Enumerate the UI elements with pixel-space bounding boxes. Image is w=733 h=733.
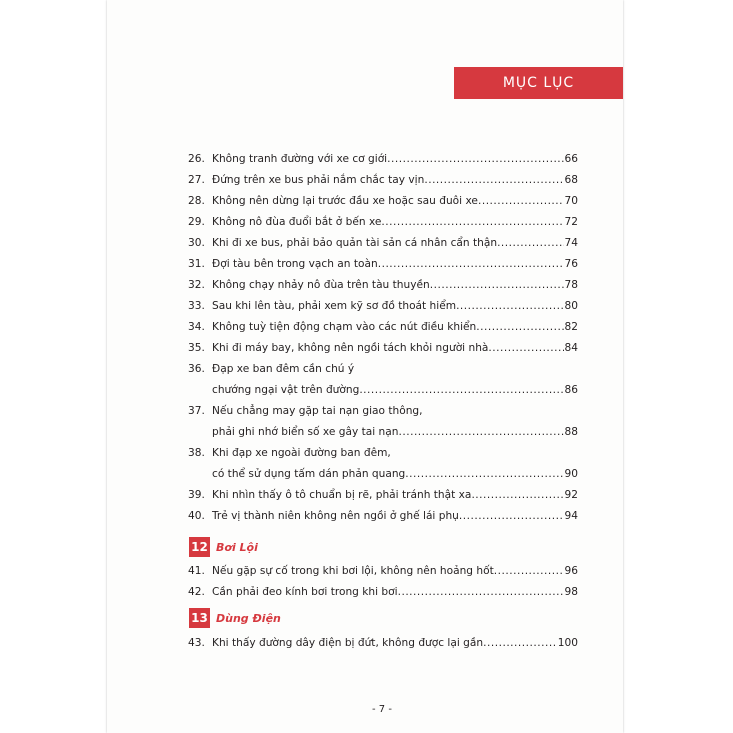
- dot-leader: [387, 150, 563, 168]
- entry-page: 96: [564, 565, 578, 577]
- section-number-badge: 13: [189, 608, 210, 628]
- entry-page: 66: [564, 153, 578, 165]
- section-heading-electricity: [189, 608, 281, 628]
- entry-title: Khi thấy đường dây điện bị đứt, không được lại gần: [212, 637, 484, 649]
- toc-entry[interactable]: [188, 297, 578, 315]
- dot-leader: [424, 171, 563, 189]
- toc-entry[interactable]: [188, 444, 578, 462]
- entry-title: Sau khi lên tàu, phải xem kỹ sơ đồ thoát hiểm: [212, 300, 457, 312]
- dot-leader: [497, 234, 563, 252]
- entry-title: Khi đi máy bay, không nên ngồi tách khỏi người nhà: [212, 342, 489, 354]
- entry-page: 68: [564, 174, 578, 186]
- entry-title: Không chạy nhảy nô đùa trên tàu thuyền: [212, 279, 430, 291]
- dot-leader: [494, 562, 564, 580]
- entry-page: 98: [564, 586, 578, 598]
- dot-leader: [430, 276, 564, 294]
- entry-page: 78: [564, 279, 578, 291]
- entry-page: 94: [564, 510, 578, 522]
- entry-title: Khi đạp xe ngoài đường ban đêm,: [212, 447, 391, 459]
- dot-leader: [459, 507, 564, 525]
- entry-number: 29.: [188, 216, 205, 228]
- toc-entry[interactable]: [188, 634, 578, 652]
- entry-title: Trẻ vị thành niên không nên ngồi ở ghế lái phụ: [212, 510, 459, 522]
- dot-leader: [378, 255, 564, 273]
- dot-leader: [398, 583, 564, 601]
- dot-leader: [471, 486, 563, 504]
- entry-title: phải ghi nhớ biển số xe gây tai nạn: [212, 426, 399, 438]
- toc-entry[interactable]: [188, 234, 578, 252]
- entry-title: có thể sử dụng tấm dán phản quang: [212, 468, 406, 480]
- entry-number: 42.: [188, 586, 205, 598]
- entry-title: Nếu gặp sự cố trong khi bơi lội, không nên hoảng hốt: [212, 565, 494, 577]
- dot-leader: [488, 339, 563, 357]
- entry-page: 82: [564, 321, 578, 333]
- entry-title: Đợi tàu bên trong vạch an toàn: [212, 258, 378, 270]
- dot-leader: [483, 634, 557, 652]
- dot-leader: [359, 381, 563, 399]
- dot-leader: [398, 423, 563, 441]
- entry-title: Đạp xe ban đêm cần chú ý: [212, 363, 355, 375]
- entry-page: 90: [564, 468, 578, 480]
- toc-entry[interactable]: [188, 171, 578, 189]
- toc-entry[interactable]: [188, 150, 578, 168]
- entry-number: 27.: [188, 174, 205, 186]
- dot-leader: [476, 318, 563, 336]
- toc-entry[interactable]: [188, 255, 578, 273]
- dot-leader: [456, 297, 563, 315]
- toc-entry[interactable]: [188, 402, 578, 420]
- toc-entry[interactable]: [188, 213, 578, 231]
- dot-leader: [405, 465, 563, 483]
- entry-page: 92: [564, 489, 578, 501]
- toc-entry[interactable]: [188, 360, 578, 378]
- entry-number: 39.: [188, 489, 205, 501]
- toc-entry[interactable]: [188, 583, 578, 601]
- entry-number: 37.: [188, 405, 205, 417]
- entry-page: 84: [564, 342, 578, 354]
- entry-number: 36.: [188, 363, 205, 375]
- entry-number: 28.: [188, 195, 205, 207]
- toc-entry-continuation[interactable]: [188, 423, 578, 441]
- entry-page: 74: [564, 237, 578, 249]
- entry-page: 88: [564, 426, 578, 438]
- entry-page: 70: [564, 195, 578, 207]
- entry-number: 41.: [188, 565, 205, 577]
- toc-entry[interactable]: [188, 507, 578, 525]
- entry-title: Nếu chẳng may gặp tai nạn giao thông,: [212, 405, 423, 417]
- page-title: MỤC LỤC: [502, 75, 575, 91]
- entry-title: chướng ngại vật trên đường: [212, 384, 360, 396]
- entry-page: 76: [564, 258, 578, 270]
- section-title: Dùng Điện: [216, 611, 281, 625]
- entry-number: 33.: [188, 300, 205, 312]
- entry-title: Không tuỳ tiện động chạm vào các nút điều khiển: [212, 321, 477, 333]
- entry-page: 72: [564, 216, 578, 228]
- entry-number: 30.: [188, 237, 205, 249]
- section-title: Bơi Lội: [216, 540, 258, 554]
- toc-entry-continuation[interactable]: [188, 465, 578, 483]
- toc-entry[interactable]: [188, 486, 578, 504]
- entry-title: Không tranh đường với xe cơ giới: [212, 153, 388, 165]
- entry-number: 38.: [188, 447, 205, 459]
- entry-number: 35.: [188, 342, 205, 354]
- entry-number: 40.: [188, 510, 205, 522]
- toc-entry[interactable]: [188, 562, 578, 580]
- dot-leader: [478, 192, 564, 210]
- entry-title: Cần phải đeo kính bơi trong khi bơi: [212, 586, 398, 598]
- toc-entry[interactable]: [188, 192, 578, 210]
- header-banner: [454, 67, 623, 99]
- entry-title: Khi đi xe bus, phải bảo quản tài sản cá nhân cẩn thận: [212, 237, 498, 249]
- entry-page: 100: [557, 637, 578, 649]
- dot-leader: [381, 213, 563, 231]
- toc-entry[interactable]: [188, 276, 578, 294]
- toc-entry[interactable]: [188, 318, 578, 336]
- entry-title: Khi nhìn thấy ô tô chuẩn bị rẽ, phải tránh thật xa: [212, 489, 472, 501]
- entry-page: 80: [564, 300, 578, 312]
- section-heading-swimming: [189, 537, 258, 557]
- entry-title: Không nô đùa đuổi bắt ở bến xe: [212, 216, 382, 228]
- entry-title: Đứng trên xe bus phải nắm chắc tay vịn: [212, 174, 425, 186]
- entry-number: 43.: [188, 637, 205, 649]
- entry-number: 34.: [188, 321, 205, 333]
- toc-entry[interactable]: [188, 339, 578, 357]
- section-number-badge: 12: [189, 537, 210, 557]
- page-number: - 7 -: [372, 704, 392, 715]
- toc-entry-continuation[interactable]: [188, 381, 578, 399]
- entry-page: 86: [564, 384, 578, 396]
- entry-number: 31.: [188, 258, 205, 270]
- entry-number: 32.: [188, 279, 205, 291]
- entry-title: Không nên dừng lại trước đầu xe hoặc sau đuôi xe: [212, 195, 478, 207]
- entry-number: 26.: [188, 153, 205, 165]
